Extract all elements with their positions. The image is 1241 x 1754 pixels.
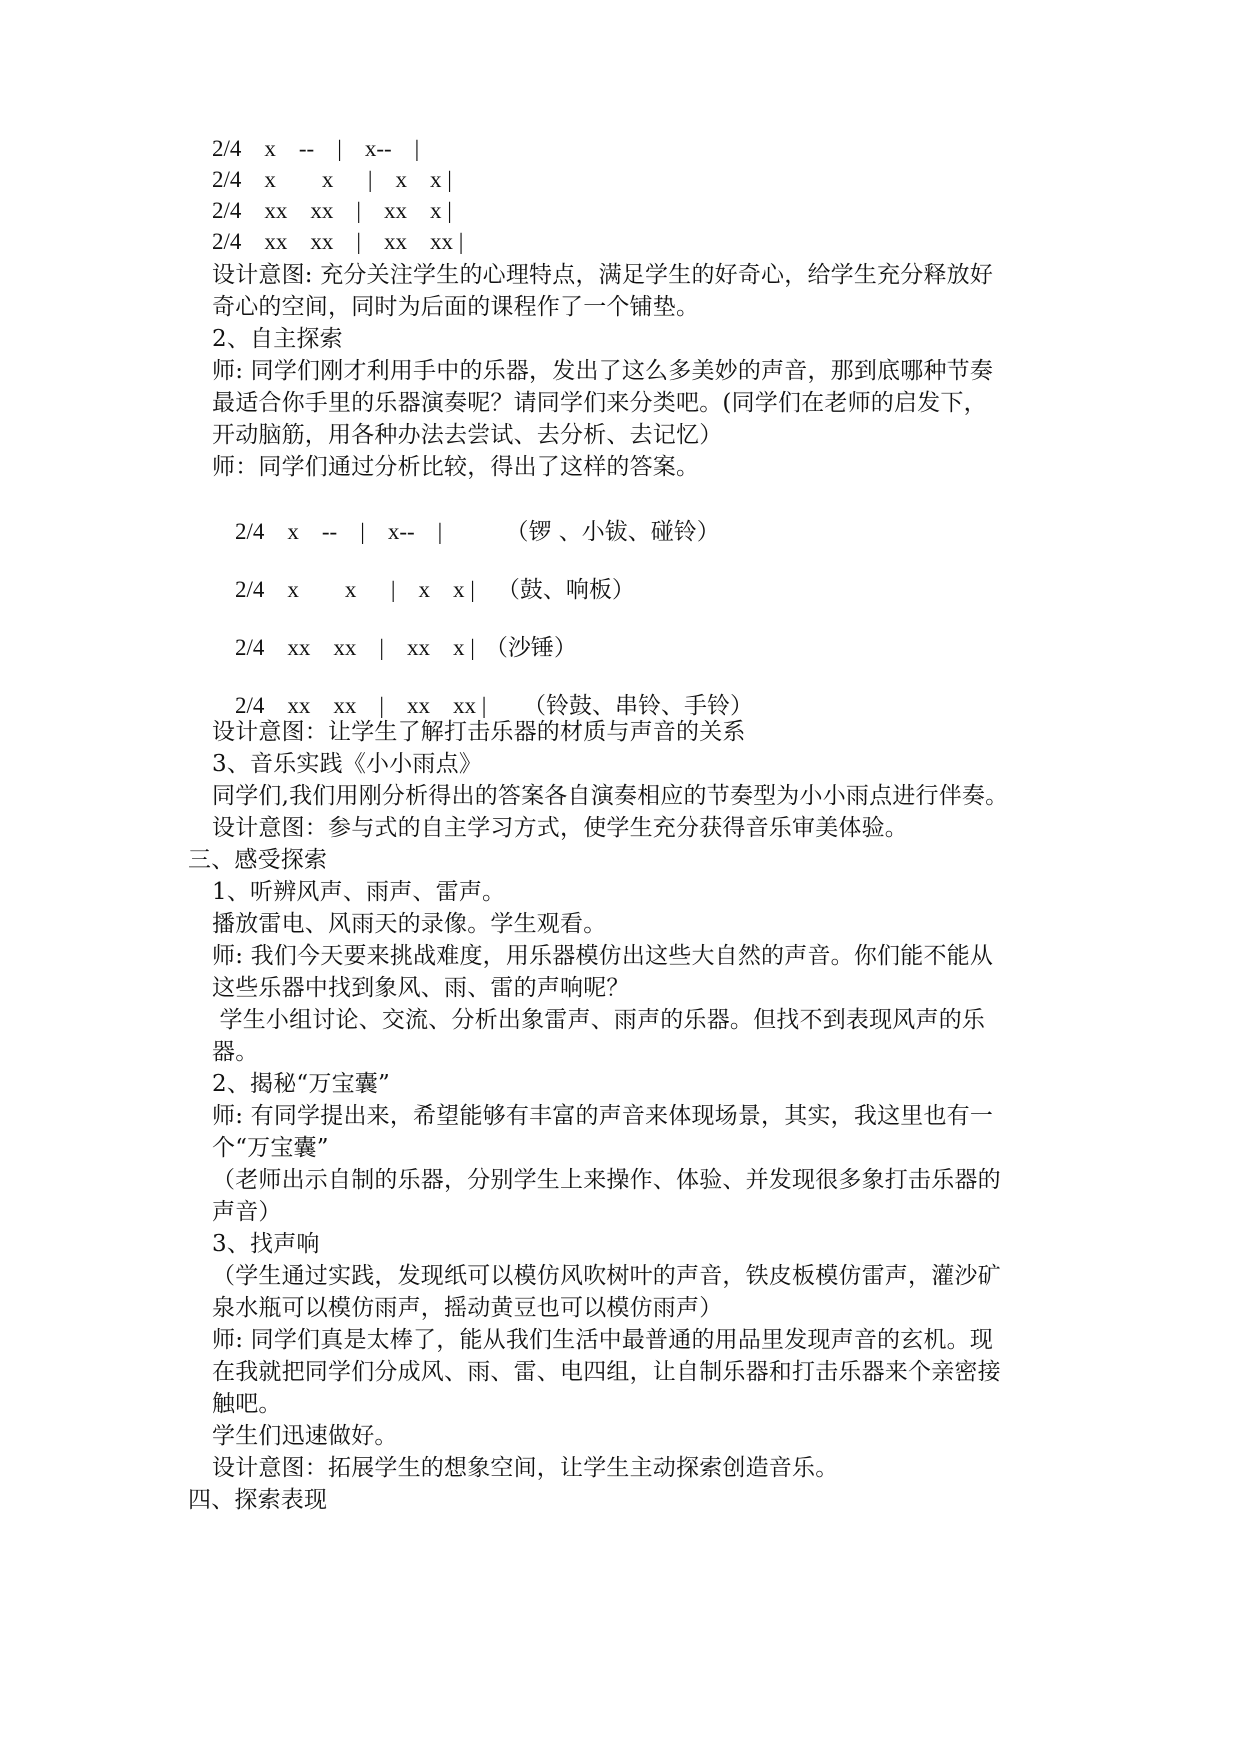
paragraph-text: 播放雷电、风雨天的录像。学生观看。 <box>212 911 607 937</box>
part-heading: 四、探索表现 <box>188 1487 328 1513</box>
section-heading: 3、音乐实践《小小雨点》 <box>212 751 483 777</box>
paragraph-text: 器。 <box>212 1039 259 1065</box>
section-heading: 2、揭秘“万宝囊” <box>212 1071 390 1097</box>
section-heading: 2、自主探索 <box>212 326 343 352</box>
rhythm-pattern: 2/4 x -- | x-- | <box>235 519 443 544</box>
paragraph-text: 开动脑筋，用各种办法去尝试、去分析、去记忆） <box>212 422 723 448</box>
instrument-label: （锣 、小钹、碰铃） <box>476 519 720 545</box>
rhythm-line: 2/4 x x | x x | <box>212 167 452 192</box>
rhythm-line: 2/4 x -- | x-- | <box>212 136 420 161</box>
paragraph-text: 师：同学们通过分析比较，得出了这样的答案。 <box>212 454 700 480</box>
paragraph-text: 师: 同学们刚才利用手中的乐器，发出了这么多美妙的声音，那到底哪种节奏 <box>212 358 994 384</box>
rhythm-pattern: 2/4 xx xx | xx x | <box>235 635 475 660</box>
instrument-label: （沙锤） <box>484 635 577 661</box>
paragraph-text: 这些乐器中找到象风、雨、雷的声响呢？ <box>212 975 630 1001</box>
design-intent-text: 奇心的空间，同时为后面的课程作了一个铺垫。 <box>212 294 700 320</box>
paragraph-text: 学生们迅速做好。 <box>212 1423 398 1449</box>
section-heading: 1、听辨风声、雨声、雷声。 <box>212 879 506 905</box>
paragraph-text: 最适合你手里的乐器演奏呢？请同学们来分类吧。(同学们在老师的启发下， <box>212 390 987 416</box>
paragraph-text: （老师出示自制的乐器，分别学生上来操作、体验、并发现很多象打击乐器的 <box>212 1167 1001 1193</box>
rhythm-pattern: 2/4 x x | x x | <box>235 577 475 602</box>
design-intent-text: 设计意图：拓展学生的想象空间，让学生主动探索创造音乐。 <box>212 1455 839 1481</box>
paragraph-text: （学生通过实践，发现纸可以模仿风吹树叶的声音，铁皮板模仿雷声，灌沙矿 <box>212 1263 1001 1289</box>
rhythm-pattern: 2/4 xx xx | xx xx | <box>235 693 487 718</box>
paragraph-text: 声音） <box>212 1199 282 1225</box>
paragraph-text: 师: 同学们真是太棒了，能从我们生活中最普通的用品里发现声音的玄机。现 <box>212 1327 994 1353</box>
design-intent-text: 设计意图：参与式的自主学习方式，使学生充分获得音乐审美体验。 <box>212 815 908 841</box>
paragraph-text: 师: 有同学提出来，希望能够有丰富的声音来体现场景，其实，我这里也有一 <box>212 1103 994 1129</box>
part-heading: 三、感受探索 <box>188 847 328 873</box>
rhythm-line: 2/4 xx xx | xx x | <box>212 198 452 223</box>
paragraph-text: 同学们,我们用刚分析得出的答案各自演奏相应的节奏型为小小雨点进行伴奏。 <box>212 783 1009 809</box>
paragraph-text: 泉水瓶可以模仿雨声，摇动黄豆也可以模仿雨声） <box>212 1295 723 1321</box>
paragraph-text: 在我就把同学们分成风、雨、雷、电四组，让自制乐器和打击乐器来个亲密接 <box>212 1359 1001 1385</box>
rhythm-line: 2/4 xx xx | xx xx | <box>212 229 464 254</box>
paragraph-text: 个“万宝囊” <box>212 1135 329 1161</box>
instrument-label: （鼓、响板） <box>496 577 635 603</box>
paragraph-text: 师: 我们今天要来挑战难度，用乐器模仿出这些大自然的声音。你们能不能从 <box>212 943 994 969</box>
design-intent-text: 设计意图：让学生了解打击乐器的材质与声音的关系 <box>212 719 746 745</box>
instrument-label: （铃鼓、串铃、手铃） <box>508 693 753 719</box>
section-heading: 3、找声响 <box>212 1231 320 1257</box>
paragraph-text: 学生小组讨论、交流、分析出象雷声、雨声的乐器。但找不到表现风声的乐 <box>212 1007 986 1033</box>
paragraph-text: 触吧。 <box>212 1391 282 1417</box>
design-intent-text: 设计意图: 充分关注学生的心理特点，满足学生的好奇心，给学生充分释放好 <box>212 262 994 288</box>
